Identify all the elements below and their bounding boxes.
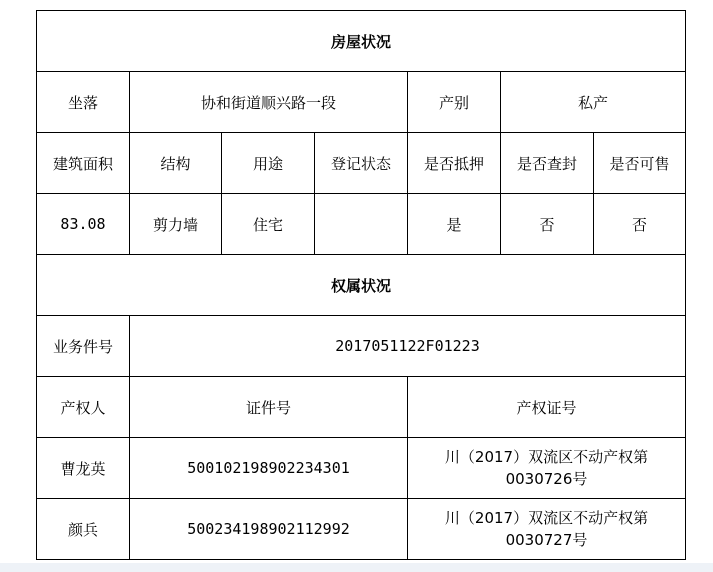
value-mortgaged: 是 bbox=[408, 194, 501, 255]
header-id-no: 证件号 bbox=[130, 377, 408, 438]
property-info-table bbox=[36, 10, 686, 560]
property-type-label: 产别 bbox=[408, 72, 501, 133]
value-structure: 剪力墙 bbox=[130, 194, 222, 255]
owner-id-no: 500102198902234301 bbox=[130, 438, 408, 499]
owner-row bbox=[37, 499, 686, 560]
ownership-section-title: 权属状况 bbox=[37, 255, 686, 316]
value-sealed: 否 bbox=[501, 194, 594, 255]
location-value: 协和街道顺兴路一段 bbox=[130, 72, 408, 133]
header-cert-no: 产权证号 bbox=[408, 377, 686, 438]
header-sealed: 是否查封 bbox=[501, 133, 594, 194]
header-structure: 结构 bbox=[130, 133, 222, 194]
value-floor-area: 83.08 bbox=[37, 194, 130, 255]
header-registration-status: 登记状态 bbox=[315, 133, 408, 194]
location-label: 坐落 bbox=[37, 72, 130, 133]
value-saleable: 否 bbox=[594, 194, 686, 255]
owner-name: 颜兵 bbox=[37, 499, 130, 560]
header-saleable: 是否可售 bbox=[594, 133, 686, 194]
header-usage: 用途 bbox=[222, 133, 315, 194]
owner-header-row bbox=[37, 377, 686, 438]
business-no-label: 业务件号 bbox=[37, 316, 130, 377]
owner-row bbox=[37, 438, 686, 499]
owner-name: 曹龙英 bbox=[37, 438, 130, 499]
housing-section-title: 房屋状况 bbox=[37, 11, 686, 72]
value-registration-status bbox=[315, 194, 408, 255]
business-no-value: 2017051122F01223 bbox=[130, 316, 686, 377]
header-mortgaged: 是否抵押 bbox=[408, 133, 501, 194]
value-usage: 住宅 bbox=[222, 194, 315, 255]
window-bottom-edge bbox=[0, 563, 713, 572]
owner-cert-no: 川（2017）双流区不动产权第0030727号 bbox=[408, 499, 686, 560]
header-owner: 产权人 bbox=[37, 377, 130, 438]
housing-value-row bbox=[37, 194, 686, 255]
housing-header-row bbox=[37, 133, 686, 194]
owner-id-no: 500234198902112992 bbox=[130, 499, 408, 560]
header-floor-area: 建筑面积 bbox=[37, 133, 130, 194]
owner-cert-no: 川（2017）双流区不动产权第0030726号 bbox=[408, 438, 686, 499]
property-type-value: 私产 bbox=[501, 72, 686, 133]
